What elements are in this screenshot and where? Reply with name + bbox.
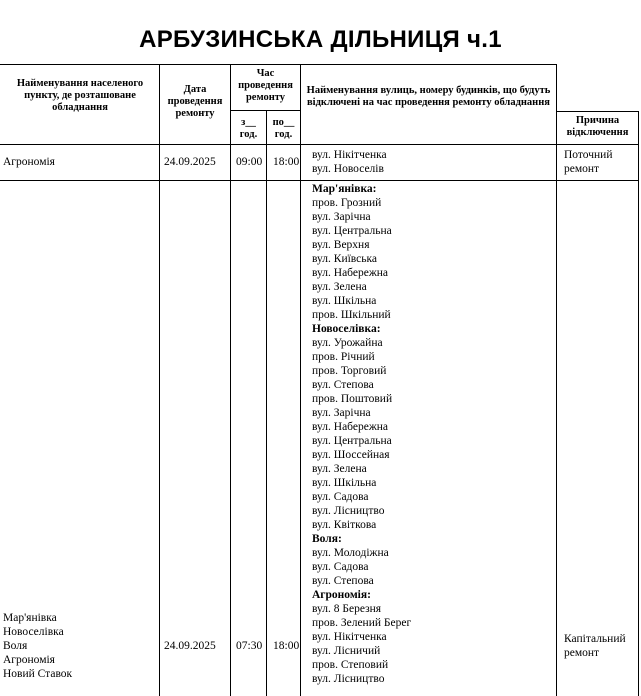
row-2-locality: Мар'янівка xyxy=(3,612,57,624)
row-1-street: вул. Нікітченка xyxy=(312,149,387,161)
header-locality: Найменування населеного пункту, де розташоване обладнання xyxy=(16,78,144,113)
row-1-street: вул. Новоселів xyxy=(312,163,384,175)
street-item: вул. Степова xyxy=(312,379,374,391)
street-item: вул. Степова xyxy=(312,575,374,587)
street-item: вул. Квіткова xyxy=(312,519,377,531)
street-item: пров. Поштовий xyxy=(312,393,393,405)
street-item: пров. Торговий xyxy=(312,365,387,377)
header-time: Час проведення ремонту xyxy=(238,68,293,103)
street-item: вул. 8 Березня xyxy=(312,603,382,615)
street-item: вул. Лісничий xyxy=(312,645,381,657)
street-item: вул. Садова xyxy=(312,561,369,573)
street-item: вул. Зелена xyxy=(312,281,367,293)
row-2-reason: Капітальний xyxy=(564,633,626,645)
row-1-from: 09:00 xyxy=(236,156,263,168)
street-item: вул. Шоссейная xyxy=(312,449,390,461)
street-item: вул. Зарічна xyxy=(312,211,371,223)
street-item: пров. Зелений Берег xyxy=(312,617,412,629)
place-heading: Агрономія: xyxy=(312,589,371,601)
street-item: вул. Зелена xyxy=(312,463,367,475)
street-item: вул. Київська xyxy=(312,253,378,265)
header-from: з__ год. xyxy=(239,117,258,140)
street-item: вул. Нікітченка xyxy=(312,631,387,643)
street-item: вул. Урожайна xyxy=(312,337,383,349)
street-item: вул. Центральна xyxy=(312,225,392,237)
street-item: вул. Молодіжна xyxy=(312,547,389,559)
street-item: вул. Набережна xyxy=(312,421,389,433)
row-2-reason: ремонт xyxy=(564,647,600,659)
header-to: по__ год. xyxy=(272,117,295,140)
place-heading: Новоселівка: xyxy=(312,323,381,335)
row-1-to: 18:00 xyxy=(273,156,300,168)
street-item: вул. Шкільна xyxy=(312,477,377,489)
row-2-locality: Воля xyxy=(3,640,28,652)
row-1-reason: Поточний xyxy=(564,149,613,161)
header-streets: Найменування вулиць, номеру будинків, що будуть відключені на час проведення ремонту обладнання xyxy=(306,85,551,108)
place-heading: Воля: xyxy=(312,533,342,545)
street-item: вул. Верхня xyxy=(312,239,370,251)
street-item: пров. Річний xyxy=(312,351,375,363)
street-item: вул. Зарічна xyxy=(312,407,371,419)
street-item: вул. Лісництво xyxy=(312,673,385,685)
place-heading: Мар'янівка: xyxy=(312,183,377,195)
row-2-to: 18:00 xyxy=(273,640,300,652)
street-item: вул. Набережна xyxy=(312,267,389,279)
header-reason: Причина відключення xyxy=(566,115,629,138)
row-2-from: 07:30 xyxy=(236,640,263,652)
row-2-locality: Новий Ставок xyxy=(3,668,73,680)
row-2-date: 24.09.2025 xyxy=(164,640,216,652)
street-item: вул. Центральна xyxy=(312,435,392,447)
street-item: пров. Степовий xyxy=(312,659,389,671)
street-item: вул. Садова xyxy=(312,491,369,503)
row-1-reason: ремонт xyxy=(564,163,600,175)
row-2-locality: Агрономія xyxy=(3,654,55,666)
page-title: АРБУЗИНСЬКА ДІЛЬНИЦЯ ч.1 xyxy=(139,26,502,53)
street-item: пров. Шкільний xyxy=(312,309,391,321)
row-1-locality: Агрономія xyxy=(3,156,55,168)
header-date: Дата проведення ремонту xyxy=(167,84,223,119)
street-item: вул. Шкільна xyxy=(312,295,377,307)
row-2-locality: Новоселівка xyxy=(3,626,64,638)
street-item: вул. Лісництво xyxy=(312,505,385,517)
street-item: пров. Грозний xyxy=(312,197,382,209)
row-1-date: 24.09.2025 xyxy=(164,156,216,168)
row-2-streets xyxy=(312,182,555,686)
